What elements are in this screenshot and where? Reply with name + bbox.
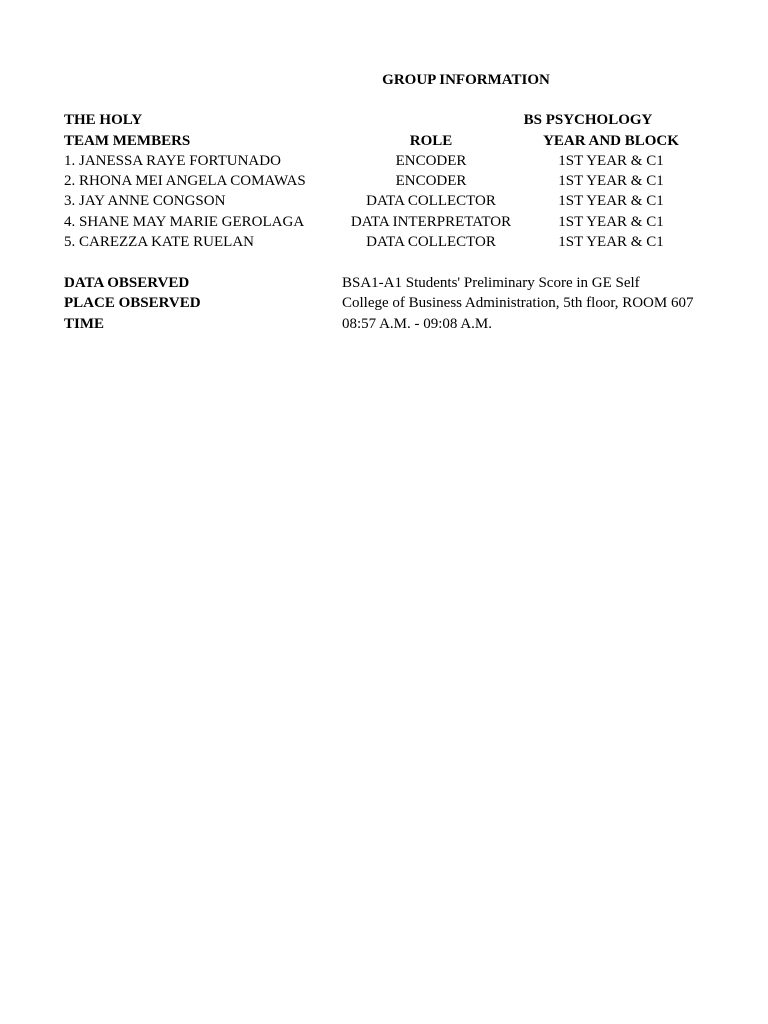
header-team-members: TEAM MEMBERS [64,133,191,149]
member-role: DATA COLLECTOR [366,193,496,209]
member-role: ENCODER [395,153,467,169]
detail-value-time: 08:57 A.M. - 09:08 A.M. [342,316,493,332]
member-name: 1. JANESSA RAYE FORTUNADO [64,153,281,169]
detail-label-data-observed: DATA OBSERVED [64,275,190,291]
member-name: 5. CAREZZA KATE RUELAN [64,234,254,250]
detail-label-place-observed: PLACE OBSERVED [64,295,201,311]
detail-label-time: TIME [64,316,105,332]
member-role: DATA COLLECTOR [366,234,496,250]
member-role: DATA INTERPRETATOR [350,214,512,230]
doc-title: GROUP INFORMATION [382,72,550,88]
detail-value-place-observed: College of Business Administration, 5th floor, ROOM 607 [342,295,694,311]
header-role: ROLE [409,133,453,149]
member-year-block: 1ST YEAR & C1 [558,153,664,169]
member-year-block: 1ST YEAR & C1 [558,193,664,209]
member-year-block: 1ST YEAR & C1 [558,173,664,189]
member-role: ENCODER [395,173,467,189]
program-name: BS PSYCHOLOGY [523,112,653,128]
member-name: 2. RHONA MEI ANGELA COMAWAS [64,173,306,189]
group-name: THE HOLY [64,112,143,128]
header-year-block: YEAR AND BLOCK [543,133,679,149]
member-year-block: 1ST YEAR & C1 [558,234,664,250]
member-year-block: 1ST YEAR & C1 [558,214,664,230]
detail-value-data-observed: BSA1-A1 Students' Preliminary Score in GE Self [342,275,640,291]
member-name: 3. JAY ANNE CONGSON [64,193,226,209]
member-name: 4. SHANE MAY MARIE GEROLAGA [64,214,305,230]
